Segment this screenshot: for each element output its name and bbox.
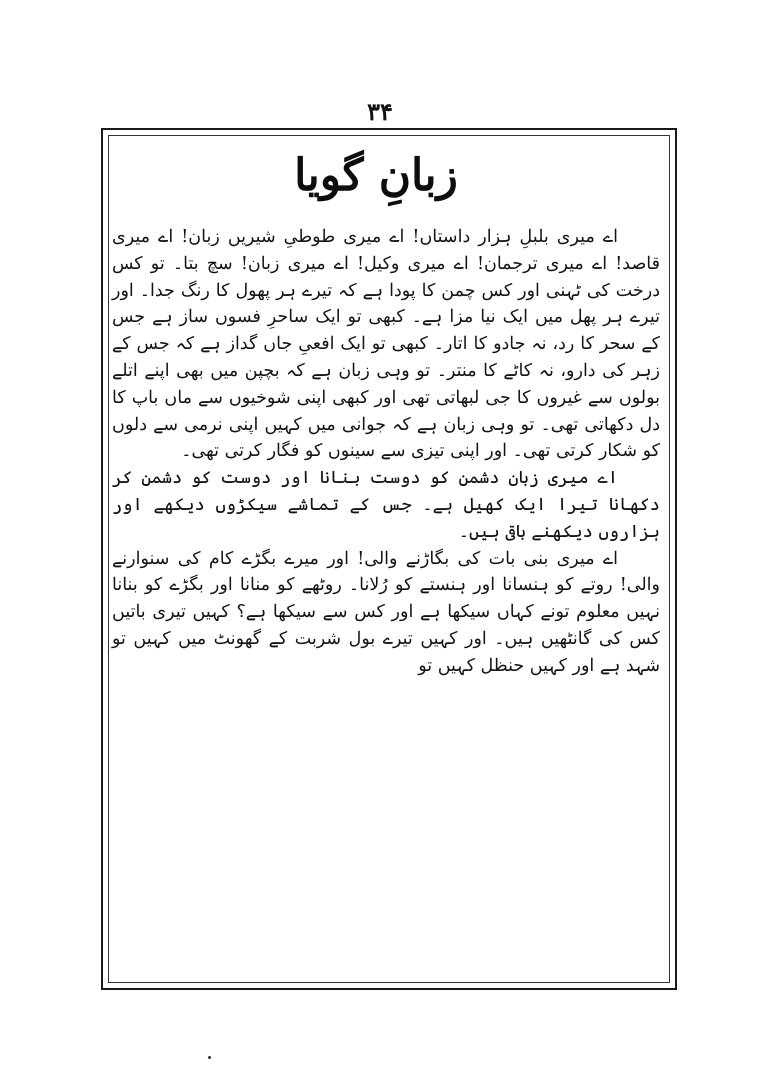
paragraph: اے میری زبان دشمن کو دوست بنانا اور دوست کو دشمن کر دکھانا تیرا ایک کھیل ہے۔ جس کے تماشے سیکڑوں دیکھے اور ہزاروں دیکھنے باقی ہیں۔ bbox=[112, 468, 660, 542]
scan-speck bbox=[208, 1056, 211, 1059]
essay-body bbox=[112, 224, 660, 680]
paragraph: اے میری بنی بات کی بگاڑنے والی! اور میرے بگڑے کام کی سنوارنے والی! روتے کو ہنسانا اور ہنستے کو رُلانا۔ روٹھے کو منانا اور بگڑے کو بنانا نہیں معلوم تونے کہاں سیکھا ہے اور کس سے سیکھا ہے؟ کہیں تیری باتیں کس کی گانٹھیں ہیں۔ اور کہیں تیرے بول شربت کے گھونٹ میں کہیں تو شہد ہے اور کہیں حنظل کہیں تو bbox=[112, 548, 660, 676]
page-number: ۳۴ bbox=[367, 97, 393, 126]
essay-title: زبانِ گویا bbox=[294, 150, 458, 201]
paragraph: اے میری بلبلِ ہزار داستاں! اے میری طوطیِ شیریں زبان! اے میری قاصد! اے میری ترجمان! اے میری وکیل! اے میری زبان! سچ بتا۔ تو کس درخت کی ٹہنی اور کس چمن کا پودا ہے کہ تیرے ہر پھول کا رنگ جدا۔ اور تیرے ہر پھل میں ایک نیا مزا ہے۔ کبھی تو ایک ساحرِ فسوں ساز ہے جس کے سحر کا رد، نہ جادو کا اتار۔ کبھی تو ایک افعیِ جاں گداز ہے کہ جس کے زہر کی دارو، نہ کاٹے کا منتر۔ تو وہی زبان ہے کہ بچپن میں بھی اپنے اتلے بولوں سے غیروں کا جی لبھاتی تھی اور کبھی اپنی شوخیوں سے ماں باپ کا دل دکھاتی تھی۔ تو وہی زبان ہے کہ جوانی میں کہیں اپنی نرمی سے دلوں کو شکار کرتی تھی۔ اور اپنی تیزی سے سینوں کو فگار کرتی تھی۔ bbox=[112, 227, 660, 462]
